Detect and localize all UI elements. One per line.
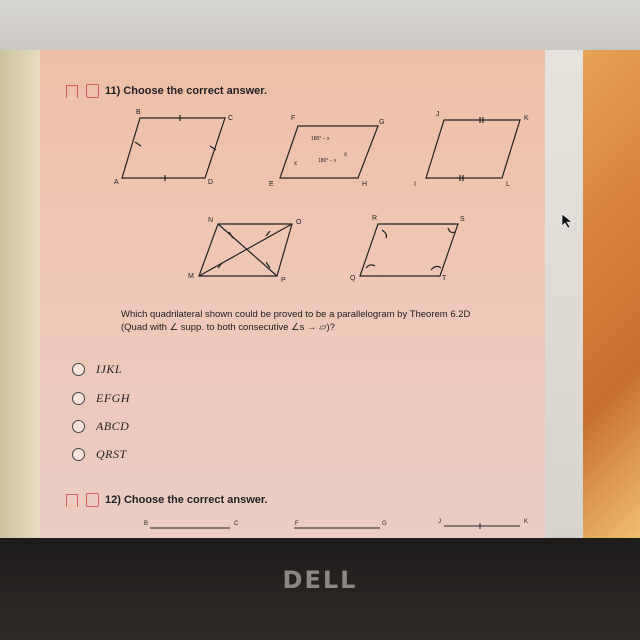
- mouse-cursor-icon: [561, 213, 575, 229]
- note-icon[interactable]: [86, 493, 99, 507]
- prompt-line-1: Which quadrilateral shown could be proved to be a parallelogram by Theorem 6.2D: [121, 309, 471, 320]
- label-b: B: [144, 521, 149, 527]
- label-p: P: [281, 277, 286, 284]
- answer-option-ijkl[interactable]: [72, 362, 122, 377]
- dell-logo: DELL: [282, 566, 358, 594]
- label-i: I: [414, 181, 416, 188]
- figure-abcd: [122, 115, 225, 181]
- label-t: T: [442, 275, 447, 282]
- label-k: K: [524, 519, 529, 525]
- angle-label-bottom: 180° − x: [318, 158, 337, 164]
- figure-ijkl: [426, 117, 520, 181]
- label-c: C: [228, 115, 234, 122]
- label-n: N: [208, 217, 214, 224]
- angle-label-top: 180° − x: [311, 136, 330, 142]
- label-a: A: [114, 179, 119, 186]
- figure-qrst: [360, 224, 458, 276]
- page-scroll-margin: [545, 50, 583, 540]
- question-11-header: [66, 84, 267, 98]
- radio-button[interactable]: [72, 363, 85, 376]
- monitor-top-frame: [0, 0, 640, 55]
- radio-button[interactable]: [72, 448, 85, 461]
- label-e: E: [269, 181, 274, 188]
- question-12-header: [66, 493, 268, 507]
- label-f: F: [295, 521, 299, 527]
- label-h: H: [362, 181, 368, 188]
- option-label: IJKL: [96, 362, 122, 376]
- figure-efgh: [280, 126, 378, 178]
- angle-x-left: x: [294, 161, 297, 167]
- option-label: QRST: [96, 447, 127, 461]
- label-c: C: [234, 521, 239, 527]
- angle-x-right: x: [344, 152, 347, 158]
- question-12-title: 12) Choose the correct answer.: [105, 494, 268, 506]
- radio-button[interactable]: [72, 392, 85, 405]
- label-j: J: [436, 111, 440, 118]
- label-k: K: [524, 115, 529, 122]
- question-11-prompt: [121, 308, 470, 334]
- label-s: S: [460, 216, 465, 223]
- bookmark-flag-icon[interactable]: [66, 85, 78, 98]
- label-q: Q: [350, 275, 356, 282]
- label-m: M: [188, 273, 194, 280]
- label-g: G: [379, 119, 385, 126]
- label-r: R: [372, 215, 378, 222]
- label-j: J: [438, 519, 441, 525]
- label-d: D: [208, 179, 214, 186]
- answer-option-efgh[interactable]: [72, 391, 130, 406]
- left-background: [0, 50, 40, 540]
- answer-option-abcd[interactable]: [72, 419, 129, 434]
- note-icon[interactable]: [86, 84, 99, 98]
- answer-option-qrst[interactable]: [72, 447, 127, 462]
- label-b: B: [136, 109, 141, 116]
- question-11-title: 11) Choose the correct answer.: [105, 85, 268, 97]
- bookmark-flag-icon[interactable]: [66, 494, 78, 507]
- prompt-line-2: (Quad with ∠ supp. to both consecutive ∠s → ▱)?: [121, 322, 335, 333]
- page-content: [40, 50, 545, 540]
- label-o: O: [296, 219, 302, 226]
- label-l: L: [506, 181, 510, 188]
- figure-mnop: [199, 224, 292, 276]
- radio-button[interactable]: [72, 420, 85, 433]
- label-f: F: [291, 115, 296, 122]
- option-label: ABCD: [96, 419, 130, 433]
- option-label: EFGH: [96, 391, 130, 405]
- label-g: G: [382, 521, 387, 527]
